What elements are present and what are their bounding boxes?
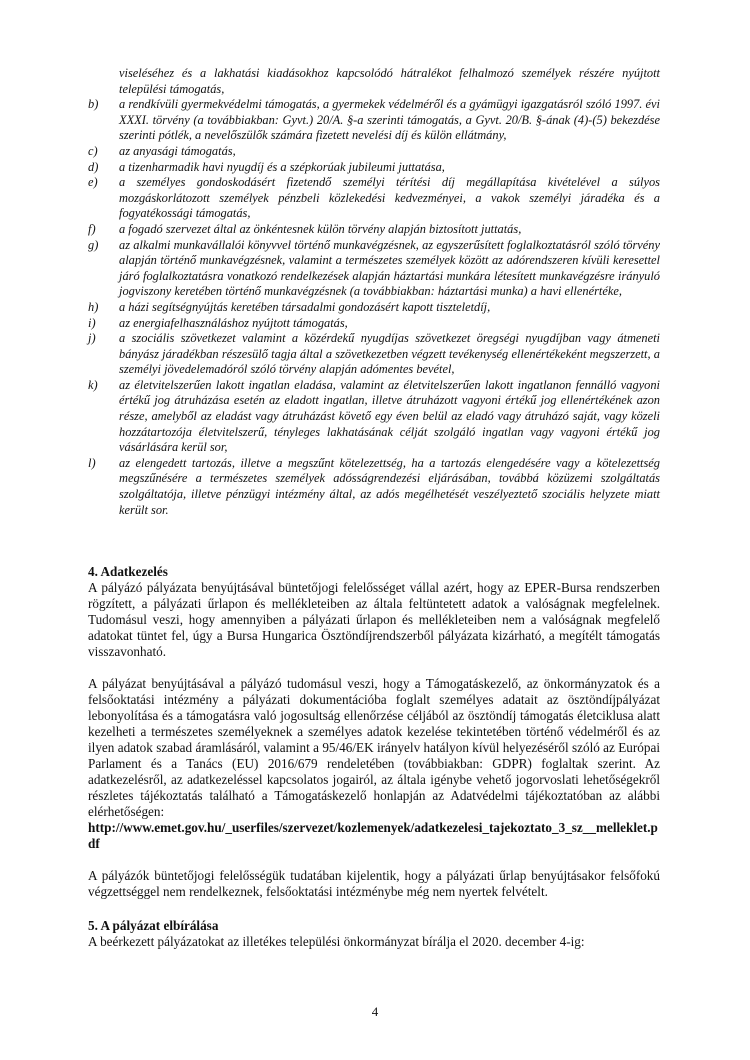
list-item-text: a rendkívüli gyermekvédelmi támogatás, a gyermekek védelméről és a gyámügyi igazgatásról szóló 1997. évi XXXI. törvény (a továbbiakban: Gyvt.) 20/A. §-a szerinti támogatás, a Gyvt. 20/B. §-ának (4)-(5) bekezdése szerinti pótlék, a nevelőszülők számára fizetett nevelési díj és külön ellátmány, xyxy=(119,97,660,143)
list-item xyxy=(88,300,660,316)
list-marker: b) xyxy=(88,97,99,112)
list-marker: i) xyxy=(88,315,96,330)
list-item-text: az alkalmi munkavállalói könyvvel történő munkavégzésnek, az egyszerűsített foglalkoztatásról szóló törvény alapján történő munkavégzésnek, valamint a természetes személyek között az adórendszeren kívüli keresettel járó foglalkoztatásra vonatkozó rendelkezések alapján háztartási munkára létesített munkavégzésre irányuló jogviszony keretében történő munkavégzésnek (a továbbiakban: háztartási munka) a havi ellenértéke, xyxy=(119,237,660,299)
list-item xyxy=(88,378,660,456)
list-marker: f) xyxy=(88,221,96,236)
list-item-text: a házi segítségnyújtás keretében társadalmi gondozásért kapott tiszteletdíj, xyxy=(119,299,491,314)
list-item xyxy=(88,144,660,160)
section-data-handling xyxy=(88,564,660,900)
list-continuation: viseléséhez és a lakhatási kiadásokhoz kapcsolódó hátralékot felhalmozó személyek részére nyújtott települési támogatás, xyxy=(119,66,660,96)
list-item xyxy=(88,316,660,332)
list-marker: e) xyxy=(88,175,98,190)
list-marker: h) xyxy=(88,299,99,314)
list-marker: d) xyxy=(88,159,99,174)
list-marker: l) xyxy=(88,455,96,470)
list-item xyxy=(88,456,660,518)
list-marker: j) xyxy=(88,331,96,346)
list-item-text: a fogadó szervezet által az önkéntesnek külön törvény alapján biztosított juttatás, xyxy=(119,221,522,236)
list-marker: g) xyxy=(88,237,99,252)
exemption-list xyxy=(88,66,660,518)
list-item xyxy=(88,238,660,300)
section-4-paragraph-3: A pályázók büntetőjogi felelősségük tudatában kijelentik, hogy a pályázati űrlap benyújtásakor felsőfokú végzettséggel nem rendelkeznek, felsőoktatási intézménybe még nem nyertek felvételt. xyxy=(88,868,660,899)
list-item-text: az elengedett tartozás, illetve a megszűnt kötelezettség, ha a tartozás elengedésére vagy a kötelezettség megszűnésére a természetes személyek adósságrendezési eljárásában, továbbá közüzemi szolgáltatás szolgáltatója, illetve pénzügyi intézmény által, az adós megélhetését veszélyeztető szociális helyzete miatt került sor. xyxy=(119,455,660,517)
section-4-paragraph-1: A pályázó pályázata benyújtásával büntetőjogi felelősséget vállal azért, hogy az EPER-Bursa rendszerben rögzített, a pályázati űrlapon és mellékleteiben az általa feltüntetett adatok a valóságnak megfelelnek. Tudomásul veszi, hogy amennyiben a pályázati űrlapon és mellékleteiben nem a valóságnak megfelelő adatokat tüntet fel, úgy a Bursa Hungarica Ösztöndíjrendszerből pályázata kizárható, a megítélt támogatás visszavonható. xyxy=(88,580,660,659)
list-item xyxy=(88,222,660,238)
list-item xyxy=(88,331,660,378)
list-item-text: az életvitelszerűen lakott ingatlan eladása, valamint az életvitelszerűen lakott ingatlanon fennálló vagyoni értékű jog átruházása esetén az eladott ingatlan, illetve átruházott vagyoni értékű jog ellenértékének azon része, amelyből az eladást vagy átruházást követő egy éven belül az eladó vagy átruházó saját, vagy közeli hozzátartozója életvitelszerű, tényleges lakhatásának célját szolgáló ingatlan vagy vagyoni értékű jog vásárlására kerül sor, xyxy=(119,377,660,455)
list-item-text: az anyasági támogatás, xyxy=(119,143,236,158)
list-item-text: a személyes gondoskodásért fizetendő személyi térítési díj megállapítása kivételével a súlyos mozgáskorlátozott személyek pénzbeli közlekedési kedvezményei, a vakok személyi járadéka és a fogyatékossági támogatás, xyxy=(119,175,660,221)
privacy-policy-link[interactable]: http://www.emet.gov.hu/_userfiles/szervezet/kozlemenyek/adatkezelesi_tajekoztato_3_sz__melleklet.pdf xyxy=(88,820,658,851)
page-number: 4 xyxy=(371,1004,379,1019)
list-marker: k) xyxy=(88,377,98,392)
list-item xyxy=(88,97,660,144)
section-4-paragraph-2: A pályázat benyújtásával a pályázó tudomásul veszi, hogy a Támogatáskezelő, az önkormányzatok és a felsőoktatási intézmény a pályázati dokumentációba foglalt személyes adatait az ösztöndíjpályázat lebonyolítása és a támogatásra való jogosultság ellenőrzése céljából az ösztöndíj támogatás életciklusa alatt kezelheti a természetes személyeknek a személyes adatok kezelése tekintetében történő védelméről és az ilyen adatok szabad áramlásáról, valamint a 95/46/EK irányelv hatályon kívül helyezéséről szóló az Európai Parlament és a Tanács (EU) 2016/679 rendeletében (továbbiakban: GDPR) foglaltak szerint. Az adatkezelésről, az adatkezeléssel kapcsolatos jogairól, az általa igénybe vehető jogorvoslati lehetőségekről részletes tájékoztatás található a Támogatáskezelő honlapján az Adatvédelmi tájékoztatóban az alábbi elérhetőségen: xyxy=(88,676,660,819)
list-item-text: az energiafelhasználáshoz nyújtott támogatás, xyxy=(119,315,348,330)
section-5-paragraph-1: A beérkezett pályázatokat az illetékes települési önkormányzat bírálja el 2020. december 4-ig: xyxy=(88,934,585,949)
list-item xyxy=(88,160,660,176)
list-item-text: a szociális szövetkezet valamint a közérdekű nyugdíjas szövetkezet öregségi nyugdíjban vagy átmeneti bányász járadékban részesülő tagja által a szövetkezetben végzett tevékenység ellenértékeként megszerzett, a személyi jövedelemadóról szóló törvény alapján adómentes bevétel, xyxy=(119,331,660,377)
section-5-heading: 5. A pályázat elbírálása xyxy=(88,918,219,933)
section-evaluation xyxy=(88,918,660,950)
section-4-heading: 4. Adatkezelés xyxy=(88,564,168,579)
list-marker: c) xyxy=(88,143,98,158)
list-item-text: a tizenharmadik havi nyugdíj és a szépkorúak jubileumi juttatása, xyxy=(119,159,445,174)
list-item xyxy=(88,175,660,222)
